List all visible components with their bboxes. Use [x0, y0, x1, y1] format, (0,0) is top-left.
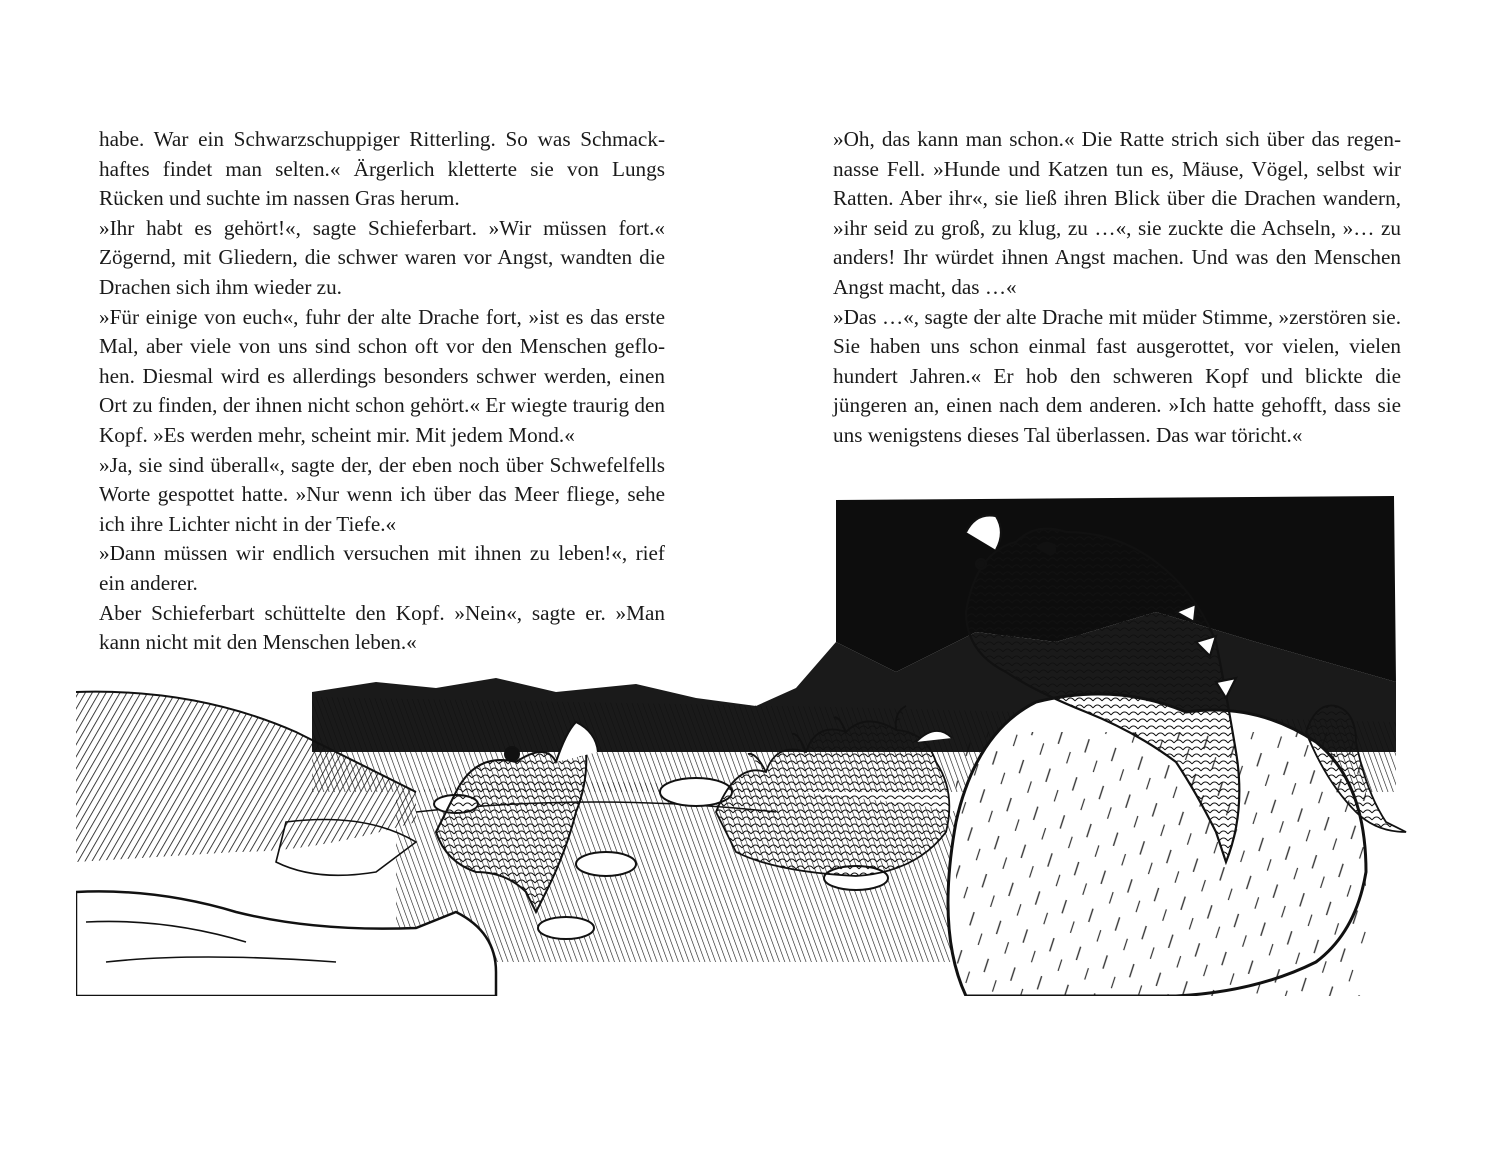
dragons-valley-illustration: [76, 492, 1422, 996]
right-page-text: [833, 125, 1401, 451]
paragraph: »Das …«, sagte der alte Drache mit müder Stimme, »zerstören sie. Sie haben uns schon einmal fast ausgerottet, vor vielen, vielen hundert Jahren.« Er hob den schweren Kopf und blickte die jüngeren an, einen nach dem anderen. »Ich hatte gehofft, dass sie uns wenigstens dieses Tal überlassen. Das war töricht.«: [833, 304, 1401, 447]
stone: [538, 917, 594, 939]
paragraph: »Oh, das kann man schon.« Die Ratte strich sich über das regennasse Fell. »Hunde und Katzen tun es, Mäuse, Vögel, selbst wir Ratten. Aber ihr«, sie ließ ihren Blick über die Drachen wandern, »ihr seid zu groß, zu klug, zu …«, sie zuckte die Achseln, »… zu anders! Ihr würdet ihnen Angst machen. Und was den Menschen Angst macht, das …«: [833, 127, 1401, 299]
ink-drawing: [76, 492, 1422, 996]
stone: [576, 852, 636, 876]
paragraph: Aber Schieferbart schüttelte den Kopf. »Nein«, sagte er. »Man kann nicht mit den Menschen leben.«: [99, 600, 665, 655]
paragraph: »Für einige von euch«, fuhr der alte Drache fort, »ist es das erste Mal, aber viele von uns sind schon oft vor den Menschen geflohen. Diesmal wird es allerdings besonders schwer werden, einen Ort zu finden, der ihnen nicht schon gehört.« Er wiegte traurig den Kopf. »Es werden mehr, scheint mir. Mit jedem Mond.«: [99, 304, 665, 447]
rain-streaks: [956, 732, 1366, 996]
paragraph: »Dann müssen wir endlich versuchen mit ihnen zu leben!«, rief ein anderer.: [99, 541, 665, 595]
paragraph: habe. War ein Schwarzschuppiger Ritterling. So was Schmackhaftes findet man selten.« Ärgerlich kletterte sie von Lungs Rücken und suchte im nassen Gras herum.: [99, 127, 665, 211]
paragraph: »Ihr habt es gehört!«, sagte Schieferbart. »Wir müssen fort.« Zögernd, mit Gliedern, die schwer waren vor Angst, wandten die Drachen sich ihm wieder zu.: [99, 215, 665, 299]
paragraph: »Ja, sie sind überall«, sagte der, der eben noch über Schwefelfells Worte gespottet hatte. »Nur wenn ich über das Meer fliege, sehe ich ihre Lichter nicht in der Tiefe.«: [99, 452, 665, 536]
